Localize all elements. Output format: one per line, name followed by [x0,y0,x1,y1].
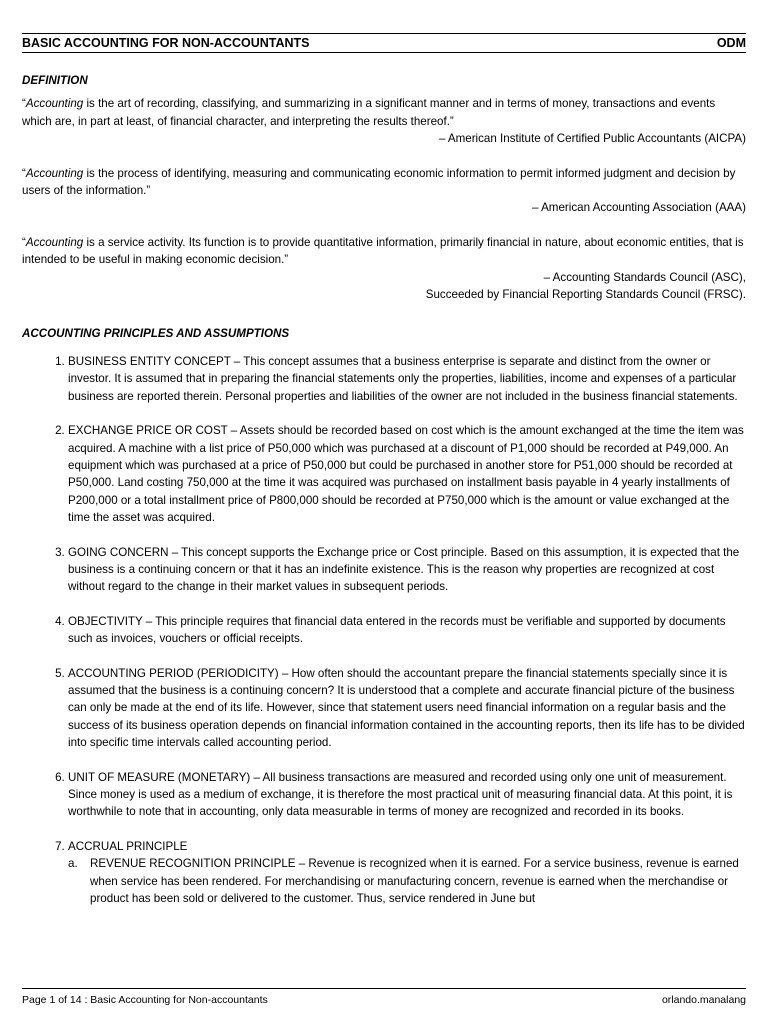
document-title: BASIC ACCOUNTING FOR NON-ACCOUNTANTS [22,36,310,50]
principle-item: 3. GOING CONCERN – This concept supports the Exchange price or Cost principle. Based on this assumption, it is expected that the business is a continuing concern or that it has an indefinite existence. This is the reason why properties are recognized at cost without regard to the change in their market values in subsequent periods. [68,544,746,596]
principle-item: 1. BUSINESS ENTITY CONCEPT – This concept assumes that a business enterprise is separate and distinct from the owner or investor. It is assumed that in preparing the financial statements only the properties, liabilities, income and expenses of a particular business are reported therein. Personal properties and liabilities of the owner are not included in the business financial statements. [68,353,746,405]
definition-term: Accounting [25,166,84,180]
principle-item: 4. OBJECTIVITY – This principle requires that financial data entered in the records must be verifiable and supported by documents such as invoices, vouchers or official receipts. [68,613,746,648]
principle-item-accrual [68,838,746,908]
author-initials: ODM [716,36,746,50]
definition-source: – Accounting Standards Council (ASC), [543,270,746,284]
principle-item: 6. UNIT OF MEASURE (MONETARY) – All business transactions are measured and recorded using only one unit of measurement. Since money is used as a medium of exchange, it is therefore the most practical unit of measuring financial data. At this point, it is worthwhile to note that in accounting, only data measurable in terms of money are recognized and recorded in its books. [68,769,746,821]
document-body [22,72,746,907]
definition-heading: DEFINITION [22,74,88,87]
definition-item [22,95,746,147]
definition-text: “Accounting is a service activity. Its function is to provide quantitative information, primarily financial in nature, about economic entities, that is intended to be useful in making economic decision.” [22,235,744,267]
sub-item-letter: a. [68,857,78,871]
principles-list [22,353,746,908]
definition-source: – American Accounting Association (AAA) [532,201,746,215]
principle-sub-item [68,855,746,907]
principles-heading: ACCOUNTING PRINCIPLES AND ASSUMPTIONS [22,327,290,341]
page-footer [22,988,746,1008]
principle-item: 2. EXCHANGE PRICE OR COST – Assets should be recorded based on cost which is the amount exchanged at the time the item was acquired. A machine with a list price of P50,000 which was purchased at a discount of P1,000 should be recorded at P49,000. An equipment which was purchased at a price of P50,000 but could be purchased in another store for P51,000 should be recorded at P50,000. Land costing 750,000 at the time it was acquired was purchased on installment basis payable in 4 yearly installments of P200,000 or a total installment price of P800,000 should be recorded at P750,000 which is the amount or value exchanged at the time the asset was acquired. [68,422,746,526]
definition-item [22,234,746,304]
definition-term: Accounting [25,97,84,111]
sub-item-text: REVENUE RECOGNITION PRINCIPLE – Revenue is recognized when it is earned. For a service business, revenue is earned when service has been rendered. For merchandising or manufacturing concern, revenue is earned when the merchandise or product has been sold or delivered to the customer. Thus, service rendered in June but [90,857,739,906]
principle-item: 5. ACCOUNTING PERIOD (PERIODICITY) – How often should the accountant prepare the financial statements specially since it is assumed that the business is a continuing concern? It is understood that a complete and accurate financial picture of the business can only be made at the end of its life. However, since that statement users need financial information on a regular basis and the success of its business operation depends on financial information contained in the accounting reports, then its life has to be divided into specific time intervals called accounting period. [68,665,746,752]
definition-item [22,165,746,217]
definition-text: “Accounting is the process of identifying, measuring and communicating economic information to permit informed judgment and decision by users of the information.” [22,166,736,198]
definition-term: Accounting [25,235,84,249]
definition-list [22,95,746,303]
definition-text: “Accounting is the art of recording, classifying, and summarizing in a significant manner and in terms of money, transactions and events which are, in part at least, of financial character, and interpreting the results thereof.” [22,97,716,128]
page-info: Page 1 of 14 : Basic Accounting for Non-accountants [22,994,268,1006]
principle-item-title: ACCRUAL PRINCIPLE [68,839,188,853]
footer-author: orlando.manalang [661,994,746,1006]
definition-source-successor: Succeeded by Financial Reporting Standards Council (FRSC). [425,288,746,302]
page-header [22,33,746,53]
definition-source: – American Institute of Certified Public Accountants (AICPA) [438,132,746,146]
